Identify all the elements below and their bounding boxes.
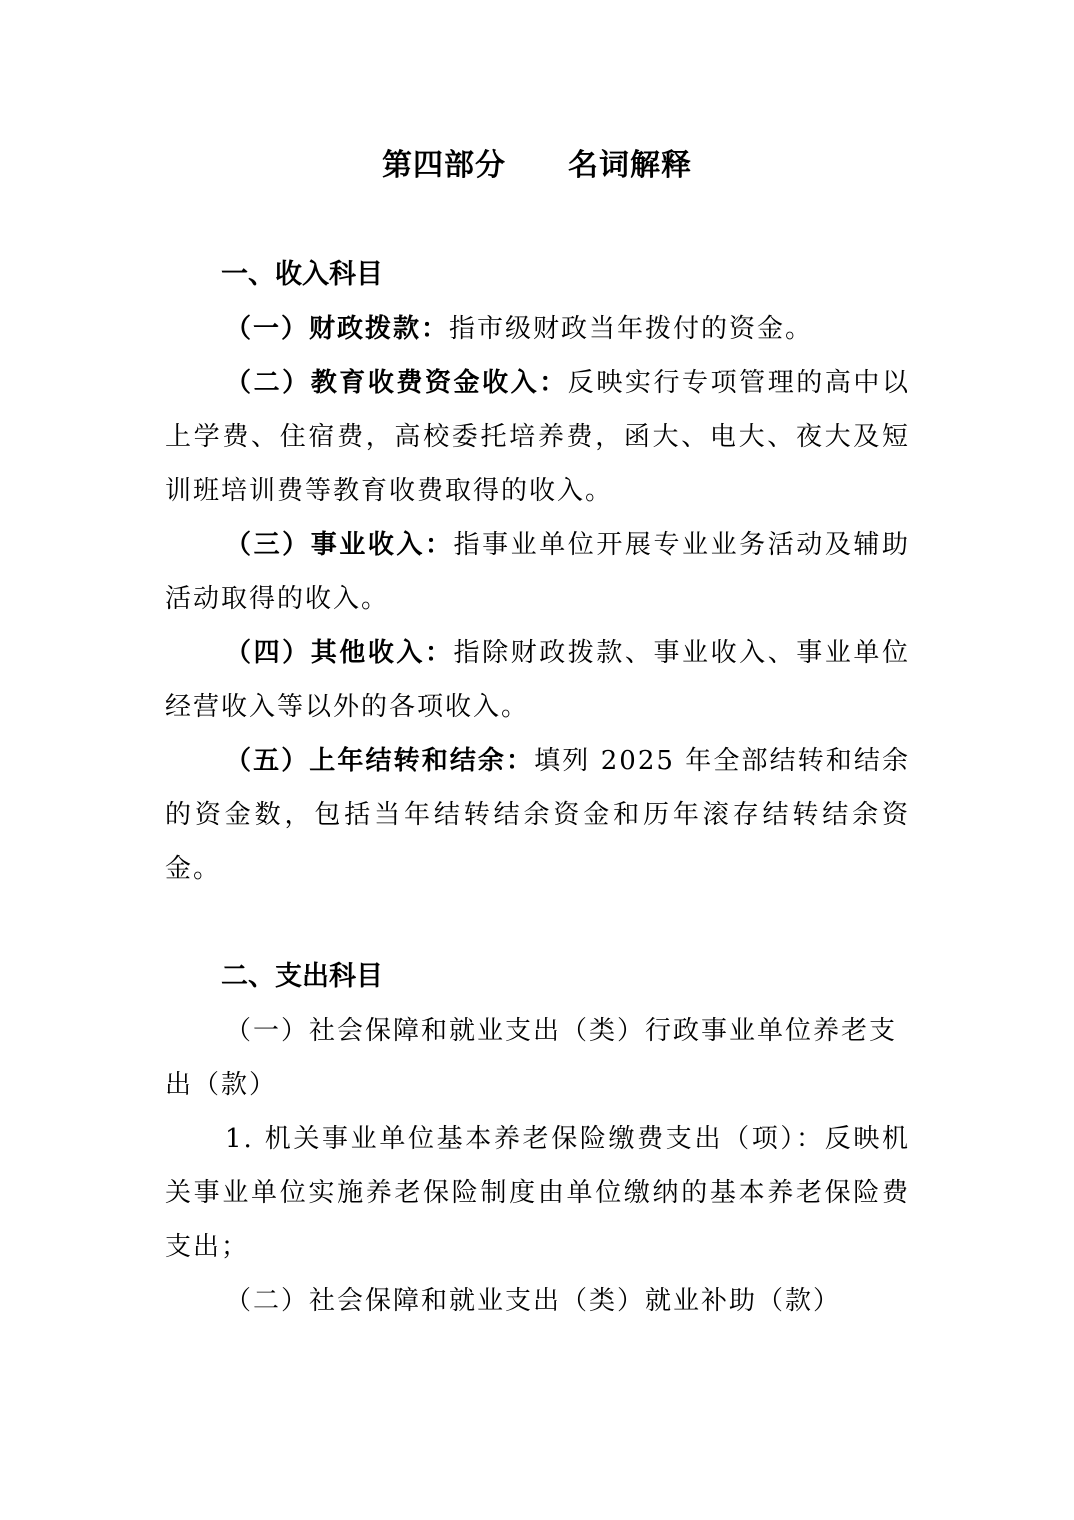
term-label: （四）其他收入： — [225, 638, 454, 668]
income-item-2 — [165, 356, 910, 518]
income-item-3 — [165, 518, 910, 626]
page-title: 第四部分 名词解释 — [382, 148, 692, 183]
term-definition: 反映实行专项管理的高中以上学费、住宿费，高校委托培养费，函大、电大、夜大及短训班培训费等教育收费取得的收入。 — [165, 368, 910, 506]
section-spacer — [165, 896, 910, 950]
term-label: （一）财政拨款： — [225, 314, 450, 344]
income-item-4 — [165, 626, 910, 734]
term-definition: 指市级财政当年拨付的资金。 — [449, 314, 814, 344]
expenditure-subheading-1: （一）社会保障和就业支出（类）行政事业单位养老支出（款） — [165, 1016, 898, 1100]
term-label: （五）上年结转和结余： — [225, 746, 535, 776]
section-heading-income: 一、收入科目 — [221, 259, 383, 290]
income-item-1 — [165, 302, 910, 356]
term-definition: 指事业单位开展专业业务活动及辅助活动取得的收入。 — [165, 530, 910, 614]
section-heading-expenditure: 二、支出科目 — [221, 961, 383, 992]
term-definition: 填列 2025 年全部结转和结余的资金数，包括当年结转结余资金和历年滚存结转结余资金。 — [165, 746, 910, 884]
expenditure-item-1: 1. 机关事业单位基本养老保险缴费支出（项）：反映机关事业单位实施养老保险制度由单位缴纳的基本养老保险费支出； — [165, 1124, 910, 1262]
term-label: （二）教育收费资金收入： — [225, 368, 568, 398]
term-label: （三）事业收入： — [225, 530, 454, 560]
income-item-5 — [165, 734, 910, 896]
expenditure-subheading-2: （二）社会保障和就业支出（类）就业补助（款） — [225, 1286, 842, 1316]
term-definition: 指除财政拨款、事业收入、事业单位经营收入等以外的各项收入。 — [165, 638, 910, 722]
document-body — [165, 248, 910, 1328]
